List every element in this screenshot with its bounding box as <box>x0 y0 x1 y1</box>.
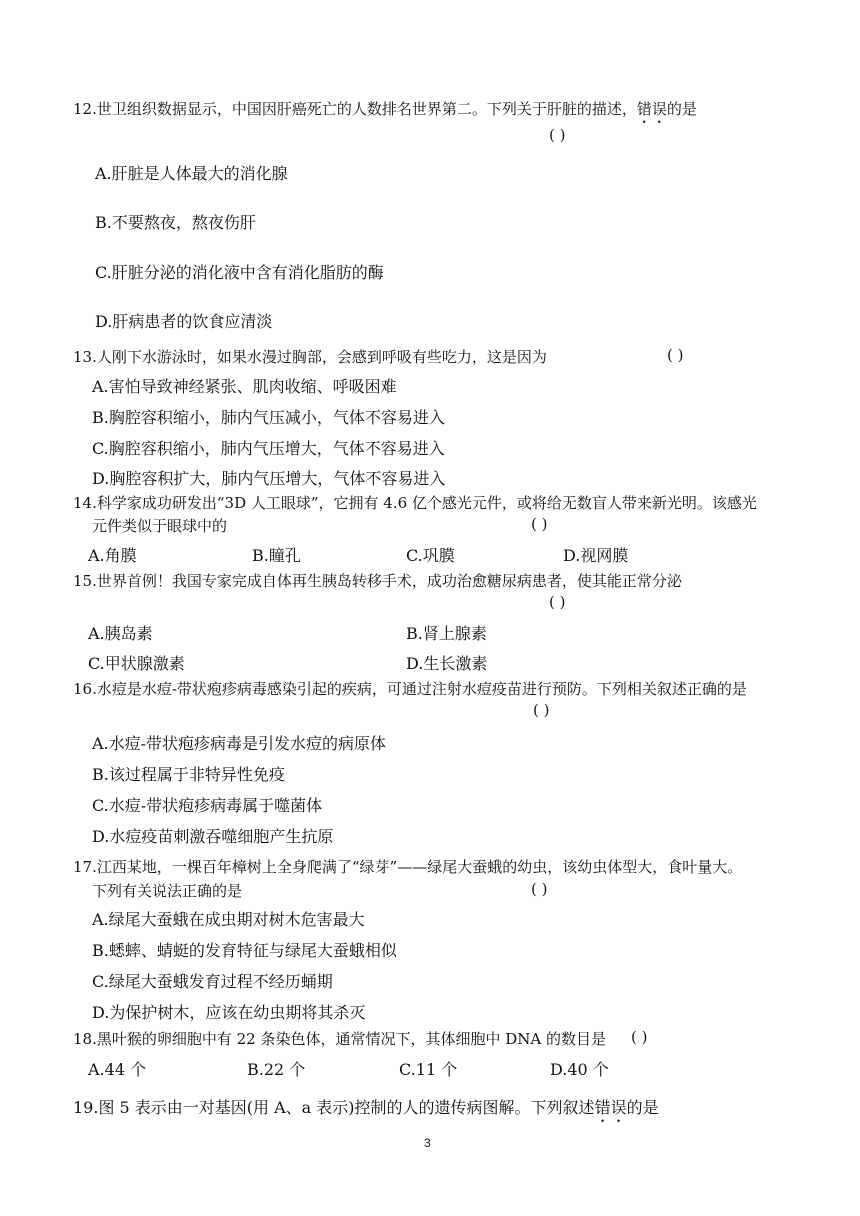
option-c: C.甲状腺激素 <box>88 654 185 673</box>
question-18-stem: 18.黑叶猴的卵细胞中有 22 条染色体，通常情况下，其体细胞中 DNA 的数目是 <box>73 1030 607 1048</box>
option-a: A.角膜 <box>88 546 137 565</box>
emphasis-text: 错误 <box>594 1098 627 1117</box>
question-17-stem-line2: 下列有关说法正确的是 <box>92 882 243 900</box>
option-a: A.胰岛素 <box>88 624 153 643</box>
option-b: B.瞳孔 <box>252 546 301 565</box>
option-d: D.为保护树木，应该在幼虫期将其杀灭 <box>92 1003 366 1022</box>
option-c: C.肝脏分泌的消化液中含有消化脂肪的酶 <box>95 263 384 282</box>
option-b: B.胸腔容积缩小，肺内气压减小，气体不容易进入 <box>92 408 445 427</box>
emphasis-text: 错误 <box>636 100 667 118</box>
answer-bracket: ( ) <box>549 126 566 144</box>
option-c: C.绿尾大蚕蛾发育过程不经历蛹期 <box>92 972 333 991</box>
question-12-stem: 12.世卫组织数据显示，中国因肝癌死亡的人数排名世界第二。下列关于肝脏的描述，错误的是 <box>73 100 697 118</box>
option-d: D.视网膜 <box>563 546 629 565</box>
question-13-stem: 13.人刚下水游泳时，如果水漫过胸部，会感到呼吸有些吃力，这是因为 <box>73 348 547 366</box>
option-c: C.巩膜 <box>406 546 455 565</box>
answer-bracket: ( ) <box>533 701 550 719</box>
answer-bracket: ( ) <box>531 880 548 898</box>
option-d: D.水痘疫苗刺激吞噬细胞产生抗原 <box>92 827 334 846</box>
option-b: B.22 个 <box>247 1060 306 1079</box>
answer-bracket: ( ) <box>631 1028 648 1046</box>
page-number: 3 <box>424 1136 431 1150</box>
option-d: D.生长激素 <box>406 654 488 673</box>
answer-bracket: ( ) <box>667 346 684 364</box>
option-d: D.40 个 <box>550 1060 609 1079</box>
question-14-stem-line2: 元件类似于眼球中的 <box>92 517 228 535</box>
question-19-stem: 19.图 5 表示由一对基因(用 A、a 表示)控制的人的遗传病图解。下列叙述错误的是 <box>73 1098 659 1117</box>
option-d: D.胸腔容积扩大，肺内气压增大，气体不容易进入 <box>92 469 446 488</box>
question-16-stem: 16.水痘是水痘-带状疱疹病毒感染引起的疾病，可通过注射水痘疫苗进行预防。下列相关叙述正确的是 <box>73 680 747 698</box>
option-b: B.肾上腺素 <box>406 624 487 643</box>
option-a: A.44 个 <box>88 1060 147 1079</box>
option-b: B.不要熬夜，熬夜伤肝 <box>95 213 256 232</box>
option-b: B.蟋蟀、蜻蜓的发育特征与绿尾大蚕蛾相似 <box>92 941 397 960</box>
option-c: C.胸腔容积缩小，肺内气压增大，气体不容易进入 <box>92 439 445 458</box>
answer-bracket: ( ) <box>531 515 548 533</box>
option-a: A.水痘-带状疱疹病毒是引发水痘的病原体 <box>92 734 387 753</box>
option-a: A.害怕导致神经紧张、肌肉收缩、呼吸困难 <box>92 377 397 396</box>
option-c: C.11 个 <box>399 1060 458 1079</box>
option-b: B.该过程属于非特异性免疫 <box>92 765 285 784</box>
option-a: A.绿尾大蚕蛾在成虫期对树木危害最大 <box>92 910 365 929</box>
question-15-stem: 15.世界首例！我国专家完成自体再生胰岛转移手术，成功治愈糖尿病患者，使其能正常分泌 <box>73 572 682 590</box>
question-14-stem-line1: 14.科学家成功研发出“3D 人工眼球”，它拥有 4.6 亿个感光元件，或将给无数盲人带来新光明。该感光 <box>73 494 757 512</box>
option-d: D.肝病患者的饮食应清淡 <box>95 312 273 331</box>
question-17-stem-line1: 17.江西某地，一棵百年樟树上全身爬满了“绿芽”——绿尾大蚕蛾的幼虫，该幼虫体型大，食叶量大。 <box>73 858 743 876</box>
option-c: C.水痘-带状疱疹病毒属于噬菌体 <box>92 796 323 815</box>
option-a: A.肝脏是人体最大的消化腺 <box>95 164 288 183</box>
answer-bracket: ( ) <box>549 593 566 611</box>
